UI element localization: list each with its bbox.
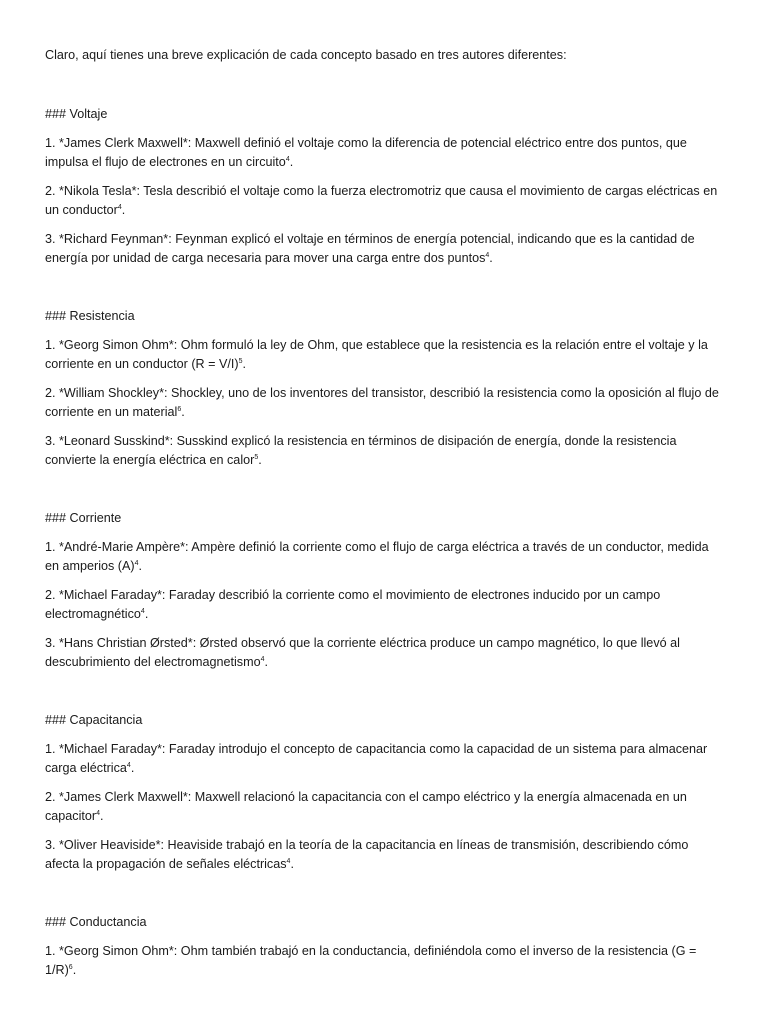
item-text: 1. *André-Marie Ampère*: Ampère definió la corriente como el flujo de carga eléctrica a través de un conductor, medida en amperios (A) [45,540,709,573]
item-text: 2. *James Clerk Maxwell*: Maxwell relacionó la capacitancia con el campo eléctrico y la energía almacenada en un capacitor [45,790,687,823]
item-end: . [489,251,493,265]
list-item [45,740,725,778]
section-heading: ### Voltaje [45,107,108,121]
item-end: . [72,963,77,977]
list-item [45,432,725,470]
section-heading: ### Conductancia [45,915,147,929]
item-end: . [242,357,246,371]
section-corriente [45,509,725,672]
list-item [45,182,725,220]
section-voltaje [45,105,725,268]
list-item [45,230,725,268]
footnote-ref: 4 [134,560,139,567]
item-end: . [290,857,294,871]
item-end: . [130,761,135,775]
list-item [45,538,725,576]
item-end: . [258,453,262,467]
footnote-ref: 4 [485,252,490,259]
list-item [45,836,725,874]
section-conductancia [45,913,725,980]
item-text: 2. *Nikola Tesla*: Tesla describió el voltaje como la fuerza electromotriz que causa el movimiento de cargas eléctricas en un conductor [45,184,718,217]
footnote-ref: 4 [285,156,290,163]
item-text: 1. *Georg Simon Ohm*: Ohm también trabajó en la conductancia, definiéndola como el inverso de la resistencia (G = 1/R) [45,944,697,977]
document-body [45,46,725,980]
list-item [45,942,725,980]
item-end: . [289,155,294,169]
item-end: . [264,655,269,669]
section-heading: ### Resistencia [45,309,135,323]
footnote-ref: 6 [177,406,182,413]
item-end: . [181,405,185,419]
footnote-ref: 6 [68,964,73,971]
intro-paragraph: Claro, aquí tienes una breve explicación de cada concepto basado en tres autores diferentes: [45,48,567,62]
item-text: 3. *Leonard Susskind*: Susskind explicó la resistencia en términos de disipación de energía, donde la resistencia convierte la energía eléctrica en calor [45,434,677,467]
footnote-ref: 4 [140,608,145,615]
footnote-ref: 4 [286,858,291,865]
list-item [45,634,725,672]
footnote-ref: 4 [117,204,122,211]
footnote-ref: 5 [238,358,243,365]
list-item [45,788,725,826]
section-resistencia [45,307,725,470]
section-heading: ### Capacitancia [45,713,143,727]
list-item [45,134,725,172]
section-heading: ### Corriente [45,511,122,525]
section-capacitancia [45,711,725,874]
item-text: 2. *William Shockley*: Shockley, uno de los inventores del transistor, describió la resistencia como la oposición al flujo de corriente en un material [45,386,719,419]
item-text: 1. *Georg Simon Ohm*: Ohm formuló la ley de Ohm, que establece que la resistencia es la relación entre el voltaje y la corriente en un conductor (R = V/I) [45,338,708,371]
footnote-ref: 4 [96,810,101,817]
list-item [45,384,725,422]
footnote-ref: 4 [126,762,131,769]
footnote-ref: 5 [254,454,259,461]
item-text: 3. *Hans Christian Ørsted*: Ørsted observó que la corriente eléctrica produce un campo magnético, lo que llevó al descubrimiento del electromagnetismo [45,636,680,669]
item-end: . [144,607,149,621]
list-item [45,586,725,624]
item-end: . [121,203,126,217]
item-end: . [100,809,104,823]
footnote-ref: 4 [260,656,265,663]
item-text: 1. *Michael Faraday*: Faraday introdujo el concepto de capacitancia como la capacidad de un sistema para almacenar carga eléctrica [45,742,708,775]
list-item [45,336,725,374]
item-end: . [138,559,142,573]
item-text: 3. *Oliver Heaviside*: Heaviside trabajó en la teoría de la capacitancia en líneas de transmisión, describiendo cómo afecta la propagación de señales eléctricas [45,838,689,871]
item-text: 2. *Michael Faraday*: Faraday describió la corriente como el movimiento de electrones inducido por un campo electromagnético [45,588,661,621]
item-text: 1. *James Clerk Maxwell*: Maxwell definió el voltaje como la diferencia de potencial eléctrico entre dos puntos, que impulsa el flujo de electrones en un circuito [45,136,687,169]
item-text: 3. *Richard Feynman*: Feynman explicó el voltaje en términos de energía potencial, indicando que es la cantidad de energía por unidad de carga necesaria para mover una carga entre dos puntos [45,232,695,265]
